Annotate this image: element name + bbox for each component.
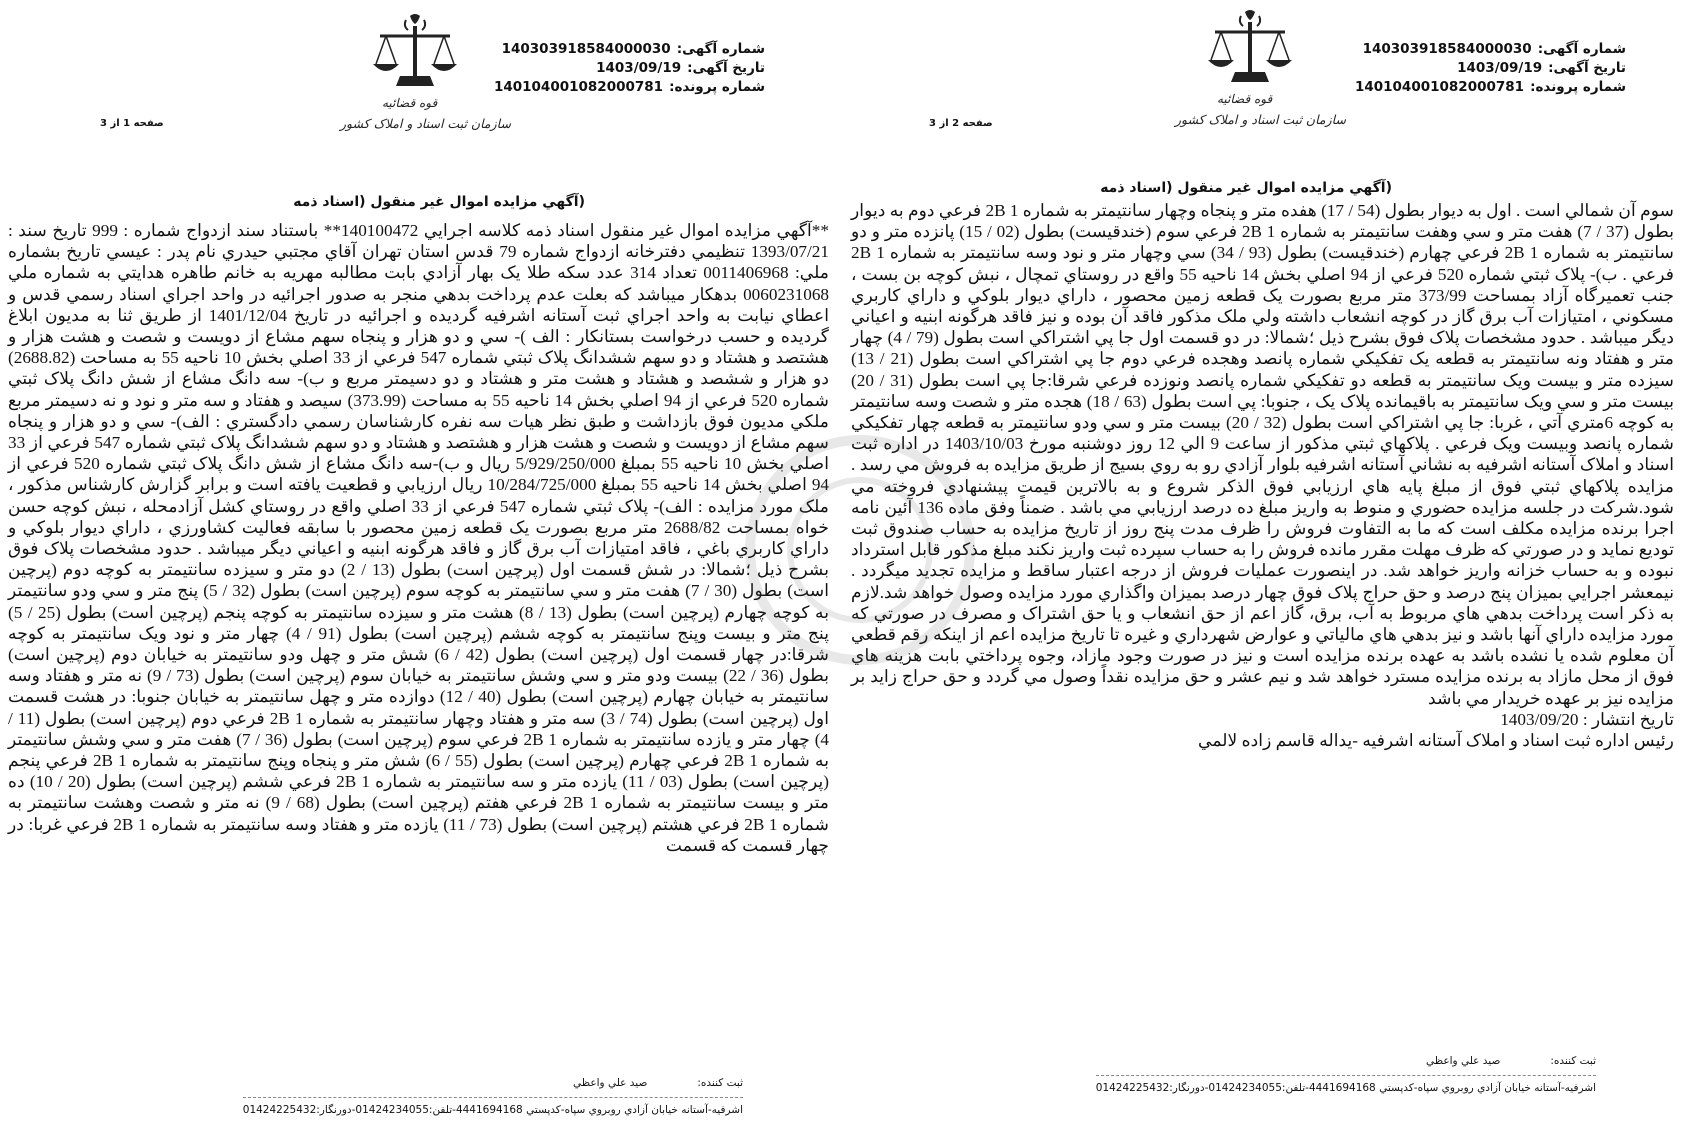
judiciary-label: قوه قضائیه	[382, 96, 438, 110]
announcement-date-label: تاریخ آگهی:	[687, 60, 765, 76]
scales-of-justice-icon	[1205, 8, 1295, 96]
publish-date: 1403/09/20	[1500, 709, 1579, 729]
organization-label: سازمان ثبت اسناد و املاک کشور	[340, 116, 511, 131]
registrar-name: صيد علي واعظي	[1425, 1055, 1501, 1067]
page-number: صفحه 1 از 3	[100, 118, 164, 129]
office-address: اشرفيه-آستانه خيابان آزادي روبروي سپاه-كدپستي 4441694168-تلفن:01424234055-دورنگار:01424225432	[243, 1097, 743, 1116]
registrar-label: ثبت كننده:	[1550, 1055, 1596, 1067]
announcement-page-2	[843, 0, 1686, 1148]
judiciary-emblem	[1175, 8, 1346, 138]
publish-date-line	[851, 709, 1674, 730]
announcement-text: سوم آن شمالي است . اول به ديوار بطول (54 / 17) هفده متر و پنجاه وچهار سانتيمتر به شماره 1 2B فرعي دوم به ديوار بطول (37 / 7) هفت متر و سي وهفت سانتيمتر به شماره 1 2B فرعي سوم (خندقيست) بطول (02 / 15) پانزده متر و دو سانتيمتر به شماره 1 2B فرعي چهارم (خندقيست) بطول (93 / 34) سي وچهار متر و نود وسه سانتيمتر به شماره 1 2B فرعي . ب)- پلاک ثبتي شماره 520 فرعي از 94 اصلي بخش 14 ناحيه 55 واقع در روستاي تمچال ، نبش كوچه بن بست ، جنب تعميرگاه آزاد بمساحت 373/99 متر مربع بصورت يک قطعه زمين محصور ، داراي ديوار بلوكي و داراي كاربري مسكوني ، امتيازات آب برق گاز در كوچه انشعاب داشته ولي ملک مذكور فاقد آن بوده و نيز فاقد هرگونه ابنيه و اعياني ديگر ميباشد . حدود مشخصات پلاک فوق بشرح ذيل ؛شمالا: در دو قسمت اول جا پي اشتراكي است بطول (79 / 4) چهار متر و هفتاد ونه سانتيمتر به قطعه يک تفكيكي شماره پانصد وهجده فرعي دوم جا پي اشتراكي است بطول (21 / 13) سيزده متر و بيست ويک سانتيمتر به قطعه دو تفكيكي شماره پانصد ونوزده فرعي شرقا:جا پي است بطول (31 / 20) بيست متر و سي ويک سانتيمتر به باقيمانده پلاک يک ، جنوبا: پي است بطول (63 / 18) هجده متر و شصت وسه سانتيمتر به كوچه 6متري آتي ، غربا: جا پي اشتراكي است بطول (32 / 20) بيست متر و سي ودو سانتيمتر به قطعه چهار تفكيكي شماره پانصد وبيست ويک فرعي . پلاكهاي ثبتي مذكور از ساعت 9 الي 12 روز دوشنبه مورخ 1403/10/03 در اداره ثبت اسناد و املاک آستانه اشرفيه به نشاني آستانه اشرفيه بلوار آزادي رو به روي بسيج از طريق مزايده به فروش مي رسد . مزايده پلاكهاي ثبتي فوق از مبلغ پايه هاي ارزيابي فوق الذكر شروع و به بالاترين قيمت پيشنهادي فروخته مي شود.شركت در جلسه مزايده حضوري و منوط به واريز مبلغ ده درصد ارزيابي مي باشد . ضمناً وفق ماده 136 آئين نامه اجرا برنده مزايده مكلف است كه ما به التفاوت فروش را ظرف مدت پنج روز از تاريخ مزايده به حساب صندوق ثبت توديع نمايد و در صورتي كه ظرف مهلت مقرر مانده فروش را به حساب سپرده ثبت واريز نكند مبلغ مذكور قابل استرداد نبوده و به حساب خزانه واريز خواهد شد. در اينصورت عمليات فروش از درجه اعتبار ساقط و مزايده تجديد ميگردد . نيمعشر اجرايي بميزان پنج درصد و حق حراج پلاک فوق چهار درصد بميزان واگذاري مورد مزايده وصول خواهد شد.لازم به ذكر است پرداخت بدهي هاي مربوط به آب، برق، گاز اعم از حق انشعاب و يا حق اشتراک و مصرف در صورتي كه مورد مزايده داراي آنها باشد و نيز بدهي هاي مالياتي و عوارض شهرداري و غيره تا تاريخ مزايده اعم از اينكه رقم قطعي آن معلوم شده يا نشده باشد به عهده برنده مزايده است و نيز در صورت وجود مازاد، وجوه پرداختي بابت هزينه هاي فوق از محل مازاد به برنده مزايده مسترد خواهد شد و نيم عشر و حق مزايده نقداً وصول مي گردد و حق حراج زايد بر مزايده نيز بر عهده خريدار مي باشد	[851, 201, 1675, 708]
file-number-label: شماره پرونده:	[669, 79, 765, 95]
scales-of-justice-icon	[370, 12, 460, 100]
judiciary-emblem	[340, 12, 511, 142]
announcement-meta	[1349, 40, 1626, 97]
judiciary-label: قوه قضائیه	[1217, 92, 1273, 106]
announcement-number-label: شماره آگهی:	[1537, 41, 1626, 57]
page-number: صفحه 2 از 3	[929, 118, 993, 129]
registrar-name: صيد علي واعظي	[572, 1077, 648, 1089]
announcement-meta	[488, 40, 765, 97]
file-number: 140104001082000781	[493, 79, 664, 95]
announcement-date-label: تاریخ آگهی:	[1548, 60, 1626, 76]
announcement-body	[851, 200, 1674, 751]
announcement-date: 1403/09/19	[596, 60, 682, 76]
announcement-text: **آگهي مزايده اموال غير منقول اسناد ذمه كلاسه اجرايي 140100472** باستناد سند ازدواج شماره : 999 تاريخ سند : 1393/07/21 تنظيمي دفترخانه ازدواج شماره 79 قدس استان تهران آقاي مجتبي حيدري نام پدر : عيسي تاريخ بشماره ملي: 0011406968 تعداد 314 عدد سكه طلا يک بهار آزادي بابت مطالبه مهريه به خانم طاهره هدايتي به شماره ملي 0060231068 بدهكار ميباشد كه بعلت عدم پرداخت بدهي منجر به صدور اجرائيه در واحد اجراي اسناد رسمي قدس و اعطاي نيابت به واحد اجراي ثبت آستانه اشرفيه گرديده و اجرائيه در تاريخ 1401/12/04 از طريق ثنا به مديون ابلاغ گرديده و حسب درخواست بستانكار : الف )- سي و دو هزار و پنجاه سهم مشاع از دويست و شصت و هشت هزار و هشتصد و هشتاد و دو سهم ششدانگ پلاک ثبتي شماره 547 فرعي از 33 اصلي بخش 10 ناحيه 55 به مساحت (2688.82) دو هزار و ششصد و هشتاد و هشت متر و هشتاد و دو دسيمتر مربع و ب)- سه دانگ مشاع از شش دانگ پلاک ثبتي شماره 520 فرعي از 94 اصلي بخش 14 ناحيه 55 به مساحت (373.99) سيصد و هفتاد و سه متر و نود و نه دسيمتر مربع ملكي مديون فوق بازداشت و طبق نظر هيات سه نفره كارشناسان رسمي دادگستري : الف)- سي و دو هزار و پنجاه سهم مشاع از دويست و شصت و هشت هزار و هشتصد و هشتاد و دو سهم ششدانگ پلاک ثبتي شماره 547 فرعي از 33 اصلي بخش 10 ناحيه 55 بمبلغ 5/929/250/000 ريال و ب)-سه دانگ مشاع از شش دانگ پلاک ثبتي شماره 520 فرعي از 94 اصلي بخش 14 ناحيه 55 بمبلغ 10/284/725/000 ريال ارزيابي و قطعيت يافته است و برابر گزارش كارشناس مذكور ، ملک مورد مزايده : الف)- پلاک ثبتي شماره 547 فرعي از 33 اصلي واقع در روستاي كشل آزادمحله ، نبش كوچه حسن خواه بمساحت 2688/82 متر مربع بصورت يک قطعه زمين محصور با سابقه فعاليت كشاورزي ، داراي ديوار بلوكي و داراي كاربري باغي ، فاقد امتيازات آب برق گاز و فاقد هرگونه ابنيه و اعياني ديگر ميباشد . حدود مشخصات پلاک فوق بشرح ذيل ؛شمالا: در شش قسمت اول (پرچين است) بطول (13 / 2) دو متر و سيزده سانتيمتر به كوچه دوم (پرچين است) بطول (30 / 7) هفت متر و سي سانتيمتر به كوچه سوم (پرچين است) بطول (32 / 5) پنج متر و سي ودو سانتيمتر به كوچه چهارم (پرچين است) بطول (13 / 8) هشت متر و سيزده سانتيمتر به كوچه پنجم (پرچين است) بطول (25 / 5) پنج متر و بيست وپنج سانتيمتر به كوچه ششم (پرچين است) بطول (91 / 4) چهار متر و نود ويک سانتيمتر به كوچه شرقا:در چهار قسمت اول (پرچين است) بطول (42 / 6) شش متر و چهل ودو سانتيمتر به خيابان دوم (پرچين است) بطول (36 / 22) بيست ودو متر و سي وشش سانتيمتر به خيابان سوم (پرچين است) بطول (73 / 9) نه متر و هفتاد وسه سانتيمتر به خيابان چهارم (پرچين است) بطول (40 / 12) دوازده متر و چهل سانتيمتر به خيابان جنوبا: در هشت قسمت اول (پرچين است) بطول (74 / 3) سه متر و هفتاد وچهار سانتيمتر به شماره 1 2B فرعي دوم (پرچين است) بطول (11 / 4) چهار متر و يازده سانتيمتر به شماره 1 2B فرعي سوم (پرچين است) بطول (36 / 7) هفت متر و سي وشش سانتيمتر به شماره 1 2B فرعي چهارم (پرچين است) بطول (55 / 6) شش متر و پنجاه وپنج سانتيمتر به شماره 1 2B فرعي پنجم (پرچين است) بطول (03 / 11) يازده متر و سه سانتيمتر به شماره 1 2B فرعي ششم (پرچين است) بطول (20 / 10) ده متر و بيست سانتيمتر به شماره 1 2B فرعي هفتم (پرچين است) بطول (68 / 9) نه متر و شصت وهشت سانتيمتر به شماره 1 2B فرعي هشتم (پرچين است) بطول (73 / 11) يازده متر و هفتاد وسه سانتيمتر به شماره 1 2B فرعي غربا: در چهار قسمت كه قسمت	[8, 221, 830, 855]
page-footer	[1096, 1055, 1596, 1094]
organization-label: سازمان ثبت اسناد و املاک کشور	[1175, 112, 1346, 127]
announcement-number-label: شماره آگهی:	[676, 41, 765, 57]
announcement-body	[8, 220, 829, 856]
page-footer	[243, 1077, 743, 1116]
announcement-title: (آگهي مزايده اموال غير منقول (اسناد ذمه	[1100, 180, 1392, 196]
announcement-number: 140303918584000030	[501, 41, 671, 57]
file-number: 140104001082000781	[1354, 79, 1525, 95]
publish-date-label: تاريخ انتشار :	[1582, 709, 1674, 729]
announcement-number: 140303918584000030	[1362, 41, 1532, 57]
file-number-label: شماره پرونده:	[1530, 79, 1626, 95]
announcement-date: 1403/09/19	[1457, 60, 1543, 76]
office-address: اشرفيه-آستانه خيابان آزادي روبروي سپاه-كدپستي 4441694168-تلفن:01424234055-دورنگار:01424225432	[1096, 1075, 1596, 1094]
registrar-label: ثبت كننده:	[697, 1077, 743, 1089]
announcement-title: (آگهي مزايده اموال غير منقول (اسناد ذمه	[293, 194, 585, 210]
signature: رئيس اداره ثبت اسناد و املاک آستانه اشرفيه -يداله قاسم زاده لالمي	[1198, 731, 1674, 751]
